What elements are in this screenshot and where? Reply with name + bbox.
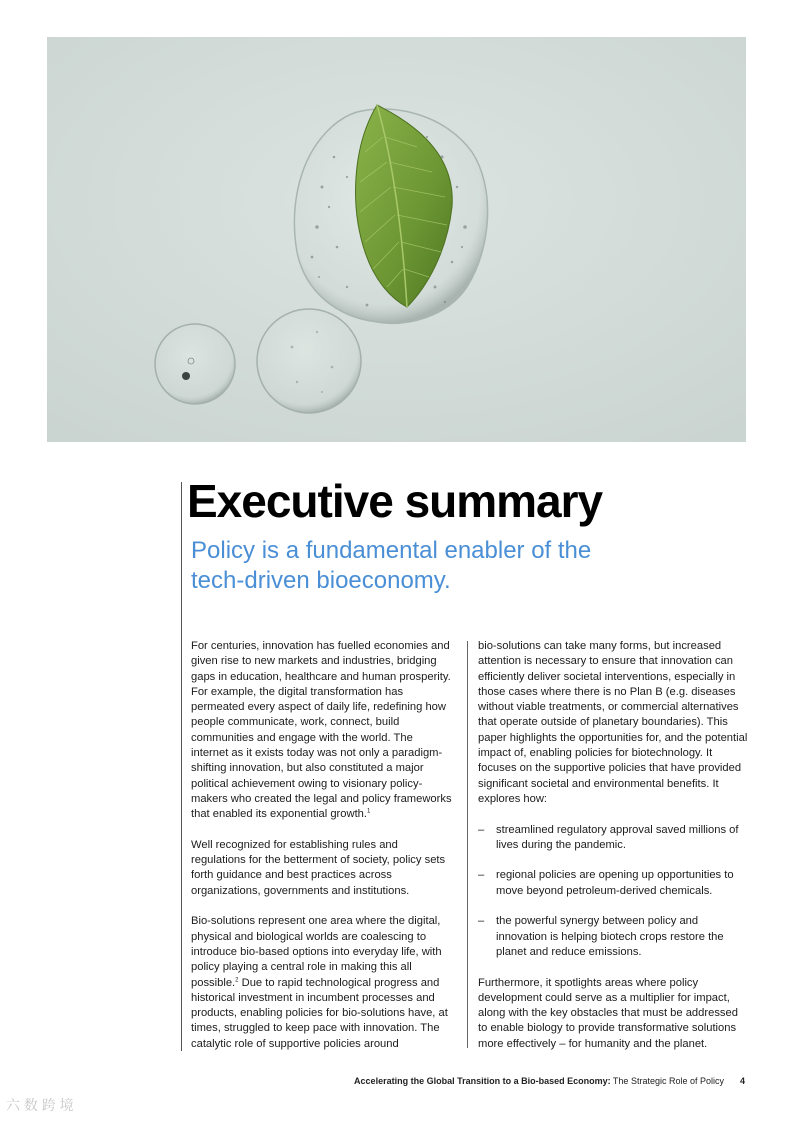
watermark-logo: 六 数 跨 境 — [6, 1097, 74, 1113]
paragraph-innovation-text: For centuries, innovation has fuelled economies and given rise to new markets and industries, bridging gaps in education, healthcare and human prosperity. For example, the digital transformation has permeated every aspect of daily life, redefining how people communicate, work, connect, build communities and engage with the world. The internet as it exists today was not only a paradigm-shifting innovation, but also constituted a major political achievement owing to visionary policy-makers who created the legal and policy frameworks that enabled its exponential growth. — [191, 640, 452, 821]
heading-vertical-rule — [181, 482, 182, 1051]
page-subtitle: Policy is a fundamental enabler of the tech-driven bioeconomy. — [191, 537, 592, 594]
list-item — [478, 868, 748, 899]
column-divider — [467, 641, 468, 1048]
list-item-text: regional policies are opening up opportunities to move beyond petroleum-derived chemicals. — [496, 869, 734, 897]
paragraph-bio-solutions-text-a: Bio-solutions represent one area where the digital, physical and biological worlds are coalescing to introduce bio-based options into everyday life, with policy playing a central role in making this all possible. — [191, 915, 442, 989]
right-text-column — [478, 639, 748, 1067]
page-footer — [354, 1076, 745, 1086]
paragraph-policy: Well recognized for establishing rules and regulations for the betterment of society, policy sets forth guidance and best practices across organizations, governments and institutions. — [191, 838, 446, 897]
page-title: Executive summary — [187, 475, 603, 527]
list-item-text: streamlined regulatory approval saved millions of lives during the pandemic. — [496, 823, 739, 851]
list-item — [478, 823, 748, 854]
paragraph-furthermore: Furthermore, it spotlights areas where policy development could serve as a multiplier for impact, along with the key obstacles that must be addressed to enable biology to provide transformative solutions more effectively – for humanity and the planet. — [478, 976, 738, 1050]
footnote-ref-2[interactable]: 2 — [235, 976, 239, 983]
dash-bullet: – — [478, 869, 485, 882]
footnote-ref-1[interactable]: 1 — [367, 808, 371, 815]
paragraph-bio-solutions-continued: bio-solutions can take many forms, but increased attention is necessary to ensure that innovation can efficiently deliver societal interventions, especially in those cases where there is no Plan B (e.g. diseases without viable treatments, or commercial alternatives that operate outside of planetary boundaries). This paper highlights the opportunities for, and the potential impact of, enabling policies for biotechnology. It focuses on the supportive policies that have provided significant societal and environmental benefits. It explores how: — [478, 640, 748, 805]
dash-bullet: – — [478, 915, 485, 928]
page-number: 4 — [739, 1076, 745, 1086]
list-item-text: the powerful synergy between policy and innovation is helping biotech crops restore the planet and reduce emissions. — [496, 915, 724, 958]
footer-title-bold: Accelerating the Global Transition to a Bio-based Economy: — [354, 1076, 611, 1086]
leaf-on-gel-illustration — [47, 37, 746, 442]
explores-list — [478, 823, 748, 961]
paragraph-bio-solutions — [191, 914, 453, 1052]
hero-image — [47, 37, 746, 442]
list-item — [478, 914, 748, 960]
paragraph-bio-solutions-text-b: Due to rapid technological progress and historical investment in incumbent processes and products, enabling policies for bio-solutions have, at times, struggled to keep pace with innovation. The catalytic role of supportive policies around — [191, 976, 448, 1050]
paragraph-innovation — [191, 639, 453, 823]
footer-title-rest: The Strategic Role of Policy — [610, 1076, 724, 1086]
left-text-column — [191, 639, 453, 1067]
dash-bullet: – — [478, 823, 485, 836]
